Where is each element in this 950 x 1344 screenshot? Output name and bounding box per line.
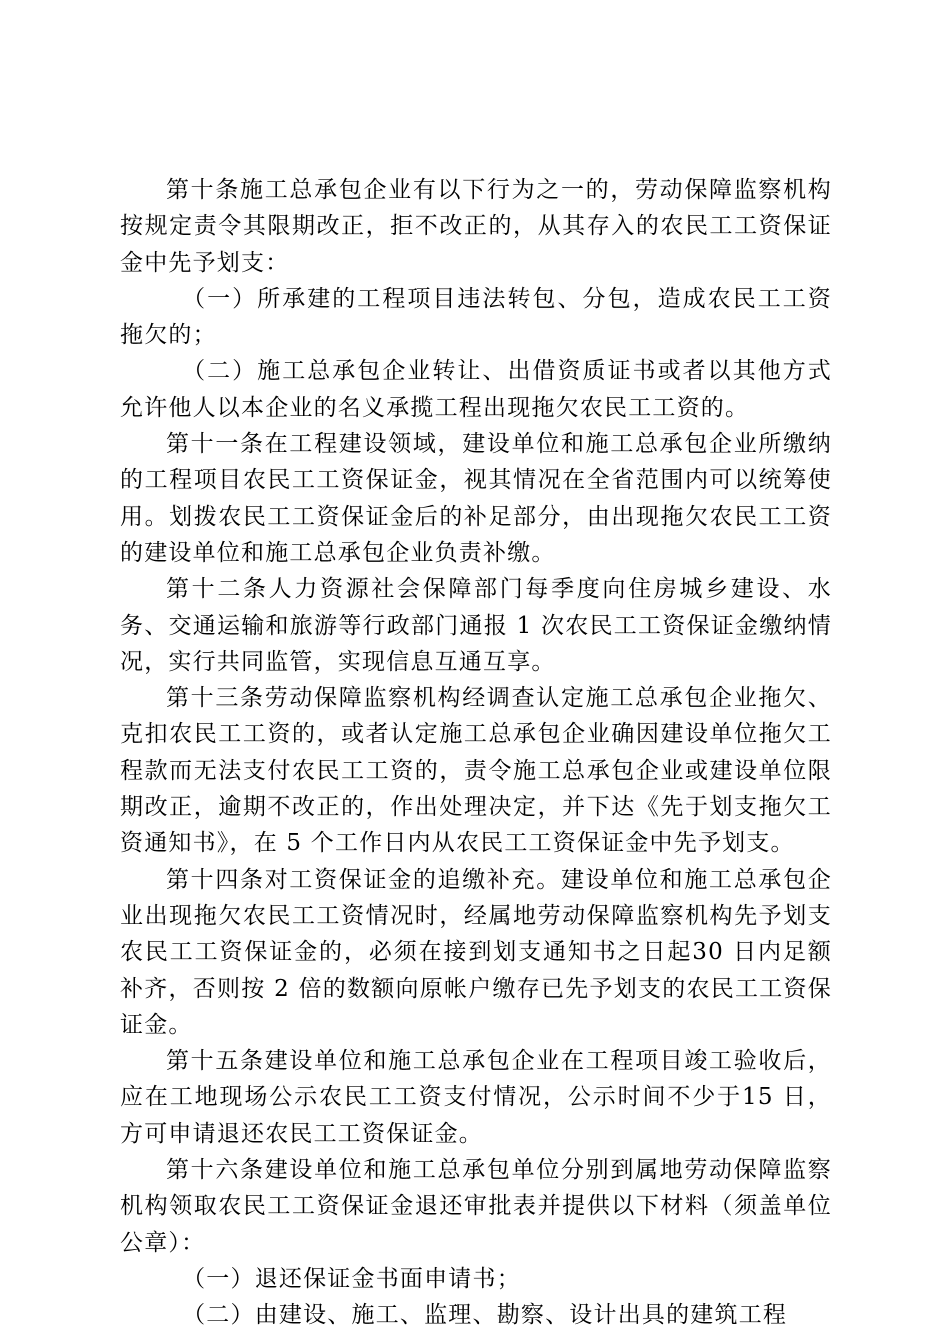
article-14-paragraph: 第十四条对工资保证金的追缴补充。建设单位和施工总承包企业出现拖欠农民工工资情况时，经属地劳动保障监察机构先予划支农民工工资保证金的，必须在接到划支通知书之日起30 日内足额补齐，否则按 2 倍的数额向原帐户缴存已先予划支的农民工工资保证金。	[120, 866, 832, 1038]
article-13-paragraph: 第十三条劳动保障监察机构经调查认定施工总承包企业拖欠、克扣农民工工资的，或者认定施工总承包企业确因建设单位拖欠工程款而无法支付农民工工资的，责令施工总承包企业或建设单位限期改正，逾期不改正的，作出处理决定，并下达《先于划支拖欠工资通知书》，在 5 个工作日内从农民工工资保证金中先予划支。	[120, 685, 832, 857]
article-16-item-1: （一）退还保证金书面申请书；	[182, 1265, 521, 1292]
article-10-item-1: （一）所承建的工程项目违法转包、分包，造成农民工工资拖欠的；	[120, 285, 832, 349]
article-15-paragraph: 第十五条建设单位和施工总承包企业在工程项目竣工验收后，应在工地现场公示农民工工资支付情况，公示时间不少于15 日，方可申请退还农民工工资保证金。	[120, 1048, 832, 1147]
article-10-item-2: （二）施工总承包企业转让、出借资质证书或者以其他方式允许他人以本企业的名义承揽工程出现拖欠农民工工资的。	[120, 358, 832, 421]
article-16-item-2: （二）由建设、施工、监理、勘察、设计出具的建筑工程	[182, 1302, 788, 1329]
article-16-paragraph: 第十六条建设单位和施工总承包单位分别到属地劳动保障监察机构领取农民工工资保证金退还审批表并提供以下材料（须盖单位公章）：	[120, 1157, 832, 1256]
document-body	[120, 172, 832, 1334]
article-10-paragraph: 第十条施工总承包企业有以下行为之一的，劳动保障监察机构按规定责令其限期改正，拒不改正的，从其存入的农民工工资保证金中先予划支：	[120, 177, 832, 276]
article-11-paragraph: 第十一条在工程建设领域，建设单位和施工总承包企业所缴纳的工程项目农民工工资保证金，视其情况在全省范围内可以统筹使用。划拨农民工工资保证金后的补足部分，由出现拖欠农民工工资的建设单位和施工总承包企业负责补缴。	[120, 431, 832, 566]
article-12-paragraph: 第十二条人力资源社会保障部门每季度向住房城乡建设、水务、交通运输和旅游等行政部门通报 1 次农民工工资保证金缴纳情况，实行共同监管，实现信息互通互享。	[120, 576, 832, 675]
